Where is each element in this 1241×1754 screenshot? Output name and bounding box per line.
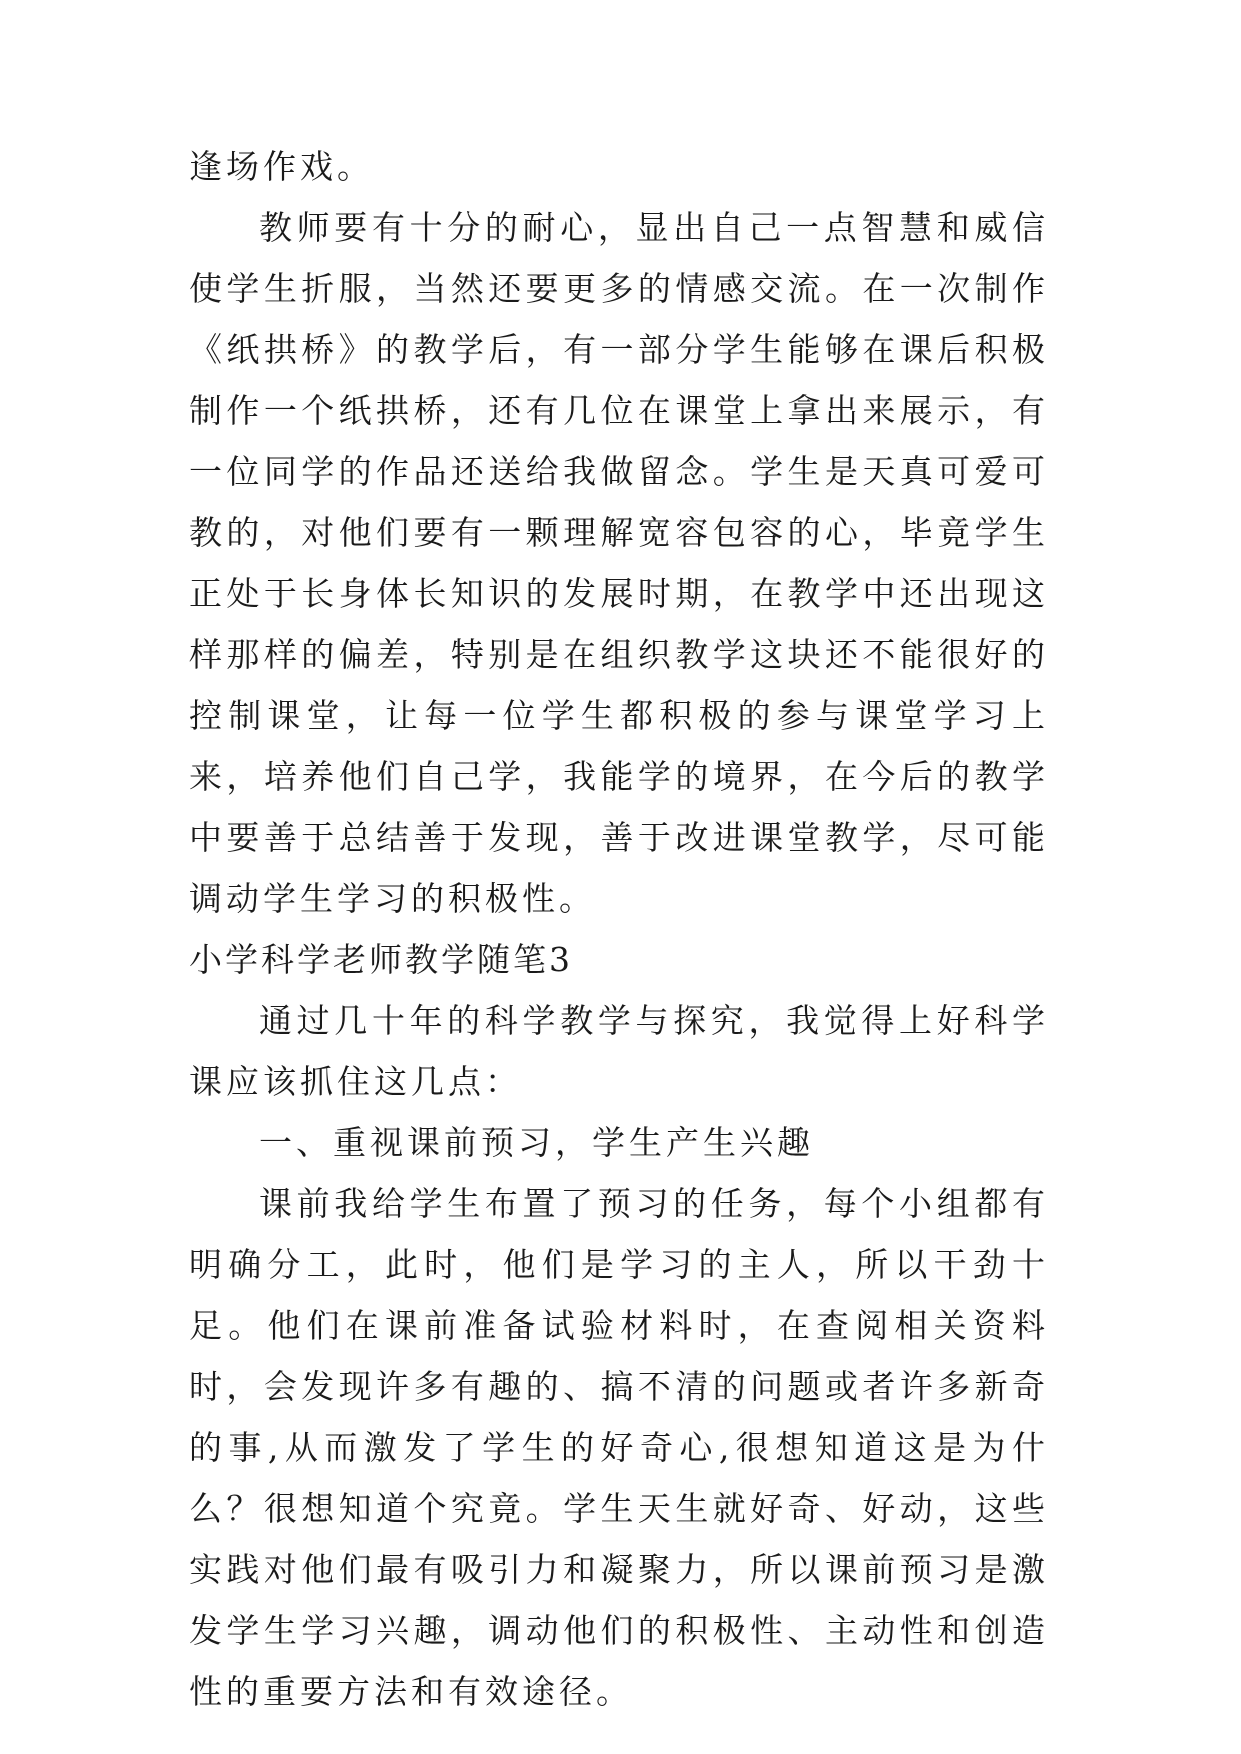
section-title: 小学科学老师教学随笔3: [189, 940, 573, 979]
paragraph-continuation: 逢场作戏。: [189, 147, 374, 186]
paragraph-intro: 通过几十年的科学教学与探究，我觉得上好科学课应该抓住这几点：: [189, 1001, 1049, 1101]
subheading-preview: 一、重视课前预习，学生产生兴趣: [259, 1123, 814, 1162]
paragraph-preview-details: 课前我给学生布置了预习的任务，每个小组都有明确分工，此时，他们是学习的主人，所以干劲十足。他们在课前准备试验材料时，在查阅相关资料时，会发现许多有趣的、搞不清的问题或者许多新奇的事,从而激发了学生的好奇心,很想知道这是为什么？很想知道个究竟。学生天生就好奇、好动，这些实践对他们最有吸引力和凝聚力，所以课前预习是激发学生学习兴趣，调动他们的积极性、主动性和创造性的重要方法和有效途径。: [189, 1184, 1049, 1711]
paragraph-teacher-patience: 教师要有十分的耐心，显出自己一点智慧和威信使学生折服，当然还要更多的情感交流。在一次制作《纸拱桥》的教学后，有一部分学生能够在课后积极制作一个纸拱桥，还有几位在课堂上拿出来展示，有一位同学的作品还送给我做留念。学生是天真可爱可教的，对他们要有一颗理解宽容包容的心，毕竟学生正处于长身体长知识的发展时期，在教学中还出现这样那样的偏差，特别是在组织教学这块还不能很好的控制课堂，让每一位学生都积极的参与课堂学习上来，培养他们自己学，我能学的境界，在今后的教学中要善于总结善于发现，善于改进课堂教学，尽可能调动学生学习的积极性。: [189, 208, 1049, 918]
document-body: [189, 136, 1049, 1722]
